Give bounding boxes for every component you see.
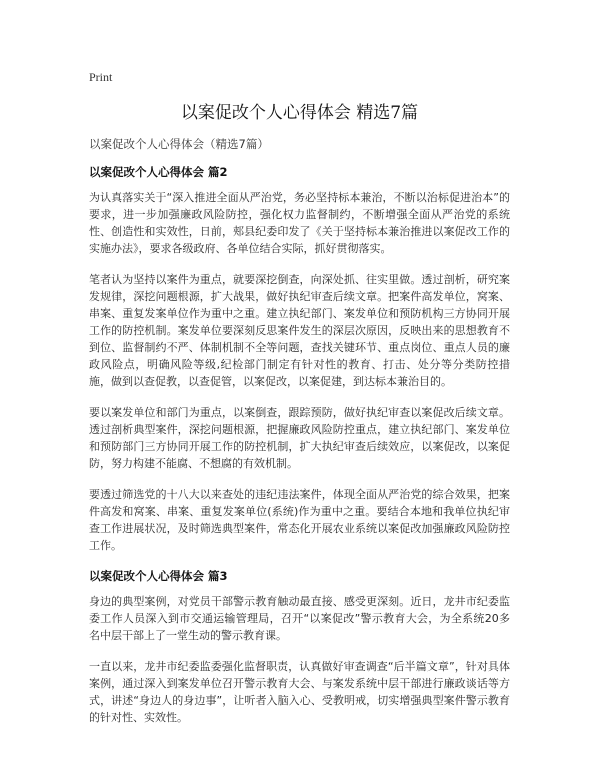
paragraph: 为认真落实关于“深入推进全面从严治党，务必坚持标本兼治，不断以治标促进治本”的要求，进一步加强廉政风险防控，强化权力监督制约，不断增强全面从严治党的系统性、创造性和实效性，日前，郏县纪委印发了《关于坚持标本兼治推进以案促改工作的实施办法》，要求各级政府、各单位结合实际，抓好贯彻落实。 xyxy=(89,191,510,255)
section-2 xyxy=(89,164,510,554)
paragraph: 要以案发单位和部门为重点，以案倒查，跟踪预防，做好执纪审查以案促改后续文章。透过剖析典型案件，深挖问题根源，把握廉政风险防控重点，建立执纪部门、案发单位和预防部门三方协同开展工作的防控机制，扩大执纪审查后续效应，以案促改，以案促防，努力构建不能腐、不想腐的有效机制。 xyxy=(89,406,510,470)
paragraph: 一直以来，龙井市纪委监委强化监督职责，认真做好审查调查“后半篇文章”，针对具体案例，通过深入到案发单位召开警示教育大会、与案发系统中层干部进行廉政谈话等方式，讲述“身边人的身边事”，让听者入脑入心、受教明戒，切实增强典型案件警示教育的针对性、实效性。 xyxy=(89,660,510,724)
print-label[interactable]: Print xyxy=(89,70,113,84)
document-subtitle: 以案促改个人心得体会（精选7篇） xyxy=(89,137,269,151)
section-heading: 以案促改个人心得体会 篇2 xyxy=(89,165,228,179)
paragraph: 身边的典型案例，对党员干部警示教育触动最直接、感受更深刻。近日，龙井市纪委监委工作人员深入到市交通运输管理局，召开“以案促改”警示教育大会，为全系统20多名中层干部上了一堂生动的警示教育课。 xyxy=(89,595,510,642)
paragraph: 要透过筛选党的十八大以来查处的违纪违法案件，体现全面从严治党的综合效果，把案件高发和窝案、串案、重复发案单位(系统)作为重中之重。要结合本地和我单位执纪审查工作进展状况，及时筛选典型案件，常态化开展农业系统以案促改加强廉政风险防控工作。 xyxy=(89,488,510,552)
document-title: 以案促改个人心得体会 精选7篇 xyxy=(180,103,419,123)
section-3 xyxy=(89,568,510,726)
paragraph: 笔者认为坚持以案件为重点，就要深挖倒查，向深处抓、往实里做。透过剖析，研究案发规律，深挖问题根源，扩大战果，做好执纪审查后续文章。把案件高发单位，窝案、串案、重复发案单位作为重中之重。建立执纪部门、案发单位和预防机构三方协同开展工作的防控机制。案发单位要深刻反思案件发生的深层次原因，反映出来的思想教育不到位、监督制约不严、体制机制不全等问题，查找关键环节、重点岗位、重点人员的廉政风险点，明确风险等级,纪检部门制定有针对性的教育、打击、处分等分类防控措施，做到以查促教，以查促管，以案促改，以案促建，到达标本兼治目的。 xyxy=(89,273,510,388)
section-heading: 以案促改个人心得体会 篇3 xyxy=(89,569,228,583)
